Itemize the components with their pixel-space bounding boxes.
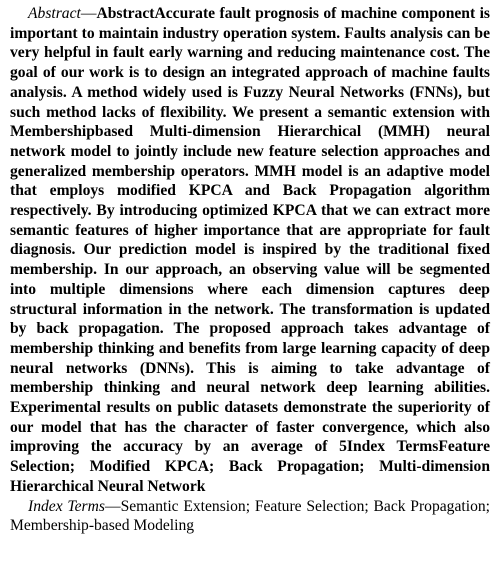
paper-page [10,4,490,536]
abstract-body: AbstractAccurate fault prognosis of machine component is important to maintain industry operation system. Faults analysis can be very helpful in fault early warning and reducing maintenance cost. The goal of our work is to design an integrated approach of machine faults analysis. A method widely used is Fuzzy Neural Networks (FNNs), but such method lacks of flexibility. We present a semantic extension with Membershipbased Multi-dimension Hierarchical (MMH) neural network model to jointly include new feature selection approaches and generalized membership operators. MMH model is an adaptive model that employs modified KPCA and Back Propagation algorithm respectively. By introducing optimized KPCA that we can extract more semantic features of higher importance that are appropriate for fault diagnosis. Our prediction model is inspired by the traditional fixed membership. In our approach, an observing value will be segmented into multiple dimensions where each dimension captures deep structural information in the network. The transformation is updated by back propagation. The proposed approach takes advantage of membership thinking and benefits from large learning capacity of deep neural networks (DNNs). This is aiming to take advantage of membership thinking and neural network deep learning abilities. Experimental results on public datasets demonstrate the superiority of our model that has the character of faster convergence, which also improving the accuracy by an average of 5Index TermsFeature Selection; Modified KPCA; Back Propagation; Multi-dimension Hierarchical Neural Network [10,5,490,495]
abstract-label: Abstract [28,5,81,22]
abstract-paragraph [10,4,490,497]
index-terms-label: Index Terms [28,497,105,515]
index-terms-paragraph [10,497,490,536]
abstract-dash: — [80,5,97,22]
index-terms-body: Semantic Extension; Feature Selection; Back Propagation; Membership-based Modeling [10,497,490,535]
index-terms-dash: — [104,497,121,515]
